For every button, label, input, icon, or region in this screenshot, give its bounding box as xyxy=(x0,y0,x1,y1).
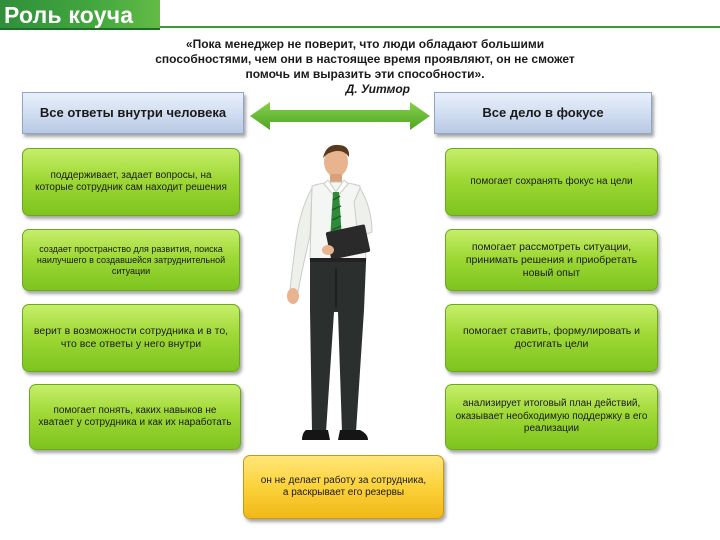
quote-author: Д. Уитмор xyxy=(345,82,410,96)
businessman-illustration xyxy=(276,140,402,450)
bottom-item: он не делает работу за сотрудника, а раскрывает его резервы xyxy=(243,455,444,519)
page-title: Роль коуча xyxy=(4,2,134,28)
double-headed-arrow-icon xyxy=(250,102,430,130)
left-item-4: помогает понять, каких навыков не хватает у сотрудника и как их наработать xyxy=(29,384,241,450)
header-left: Все ответы внутри человека xyxy=(22,92,244,134)
title-underline xyxy=(160,26,720,28)
header-right: Все дело в фокусе xyxy=(434,92,652,134)
quote-text: «Пока менеджер не поверит, что люди обладают большими способностями, чем они в настоящее время проявляют, он не сможет помочь им выразить эти способности». xyxy=(155,37,575,81)
right-item-4: анализирует итоговый план действий, оказывает необходимую поддержку в его реализации xyxy=(445,384,658,450)
left-item-2: создает пространство для развития, поиска наилучшего в создавшейся затруднительной ситуации xyxy=(22,229,240,291)
left-item-1: поддерживает, задает вопросы, на которые сотрудник сам находит решения xyxy=(22,148,240,216)
left-item-3: верит в возможности сотрудника и в то, что все ответы у него внутри xyxy=(22,304,240,372)
right-item-2: помогает рассмотреть ситуации, принимать решения и приобретать новый опыт xyxy=(445,229,658,291)
right-item-1: помогает сохранять фокус на цели xyxy=(445,148,658,216)
right-item-3: помогает ставить, формулировать и достигать цели xyxy=(445,304,658,372)
